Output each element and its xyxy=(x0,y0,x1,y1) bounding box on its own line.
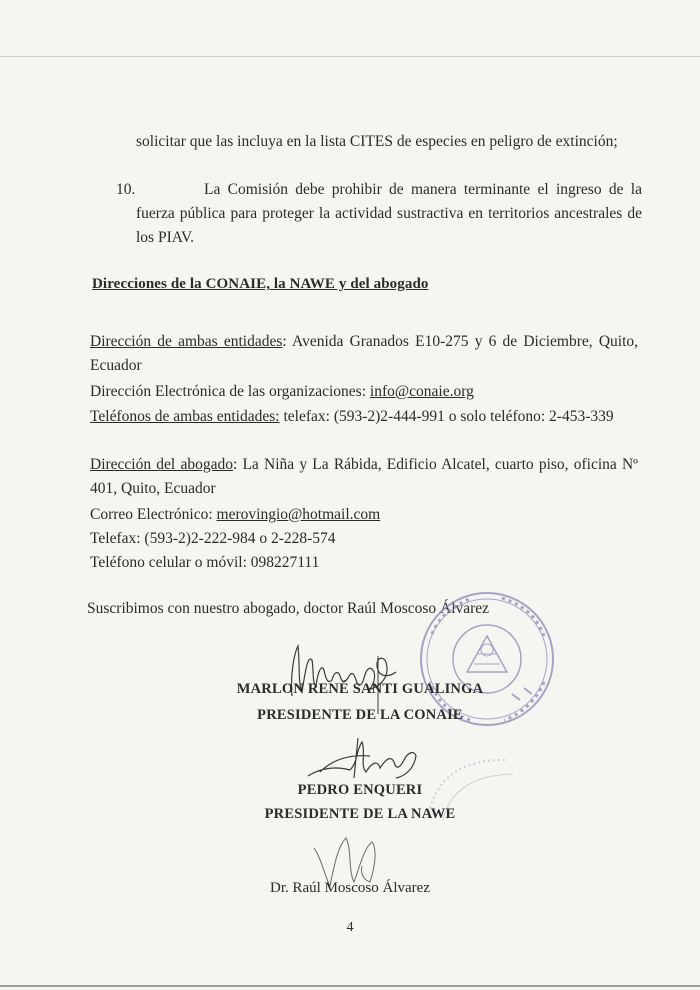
lawyer-address-line xyxy=(90,453,638,501)
address-value: : Avenida Granados E10-275 y 6 de Diciembre, Quito, Ecuador xyxy=(90,333,639,374)
signature-marlon-santi xyxy=(278,636,418,716)
lawyer-address-label: Dirección del abogado xyxy=(90,456,233,473)
signatory-title-2: PRESIDENTE DE LA NAWE xyxy=(264,806,456,822)
signatory-name-2: PEDRO ENQUERI xyxy=(297,782,423,798)
continuation-paragraph: solicitar que las incluya en la lista CITES de especies en peligro de extinción; xyxy=(136,133,618,150)
section-heading: Direcciones de la CONAIE, la NAWE y del abogado xyxy=(92,276,429,292)
email-line xyxy=(90,380,638,404)
lawyer-address-value: : La Niña y La Rábida, Edificio Alcatel, cuarto piso, oficina Nº 401, Quito, Ecuador xyxy=(90,456,638,497)
scan-edge-bottom xyxy=(0,985,700,987)
lawyer-email-link[interactable]: merovingio@hotmail.com xyxy=(216,506,381,523)
lawyer-email-line xyxy=(90,503,638,527)
lawyer-email-label: Correo Electrónico: xyxy=(90,506,217,523)
signatory-title-1: PRESIDENTE DE LA CONAIE xyxy=(257,707,463,723)
address-label: Dirección de ambas entidades xyxy=(90,333,283,350)
scan-edge-top xyxy=(0,56,700,57)
phones-value: telefax: (593-2)2-444-991 o solo teléfono: 2-453-339 xyxy=(279,408,614,425)
address-line xyxy=(90,330,638,378)
phones-line xyxy=(90,405,638,429)
page-number: 4 xyxy=(346,920,354,935)
closing-statement: Suscribimos con nuestro abogado, doctor Raúl Moscoso Álvarez xyxy=(87,600,490,617)
list-item-text: La Comisión debe prohibir de manera terminante el ingreso de la fuerza pública para proteger la actividad sustractiva en territorios ancestrales de los PIAV. xyxy=(136,181,642,246)
list-item-number: 10. xyxy=(116,181,136,198)
signatory-name-1: MARLON RENÉ SANTI GUALINGA xyxy=(236,681,484,697)
telefax-line: Telefax: (593-2)2-222-984 o 2-228-574 xyxy=(90,530,336,547)
phones-label: Teléfonos de ambas entidades: xyxy=(90,408,280,425)
email-label: Dirección Electrónica de las organizaciones: xyxy=(90,383,370,400)
email-link[interactable]: info@conaie.org xyxy=(369,383,474,400)
mobile-line: Teléfono celular o móvil: 098227111 xyxy=(90,554,320,571)
signatory-name-3: Dr. Raúl Moscoso Álvarez xyxy=(270,880,430,896)
